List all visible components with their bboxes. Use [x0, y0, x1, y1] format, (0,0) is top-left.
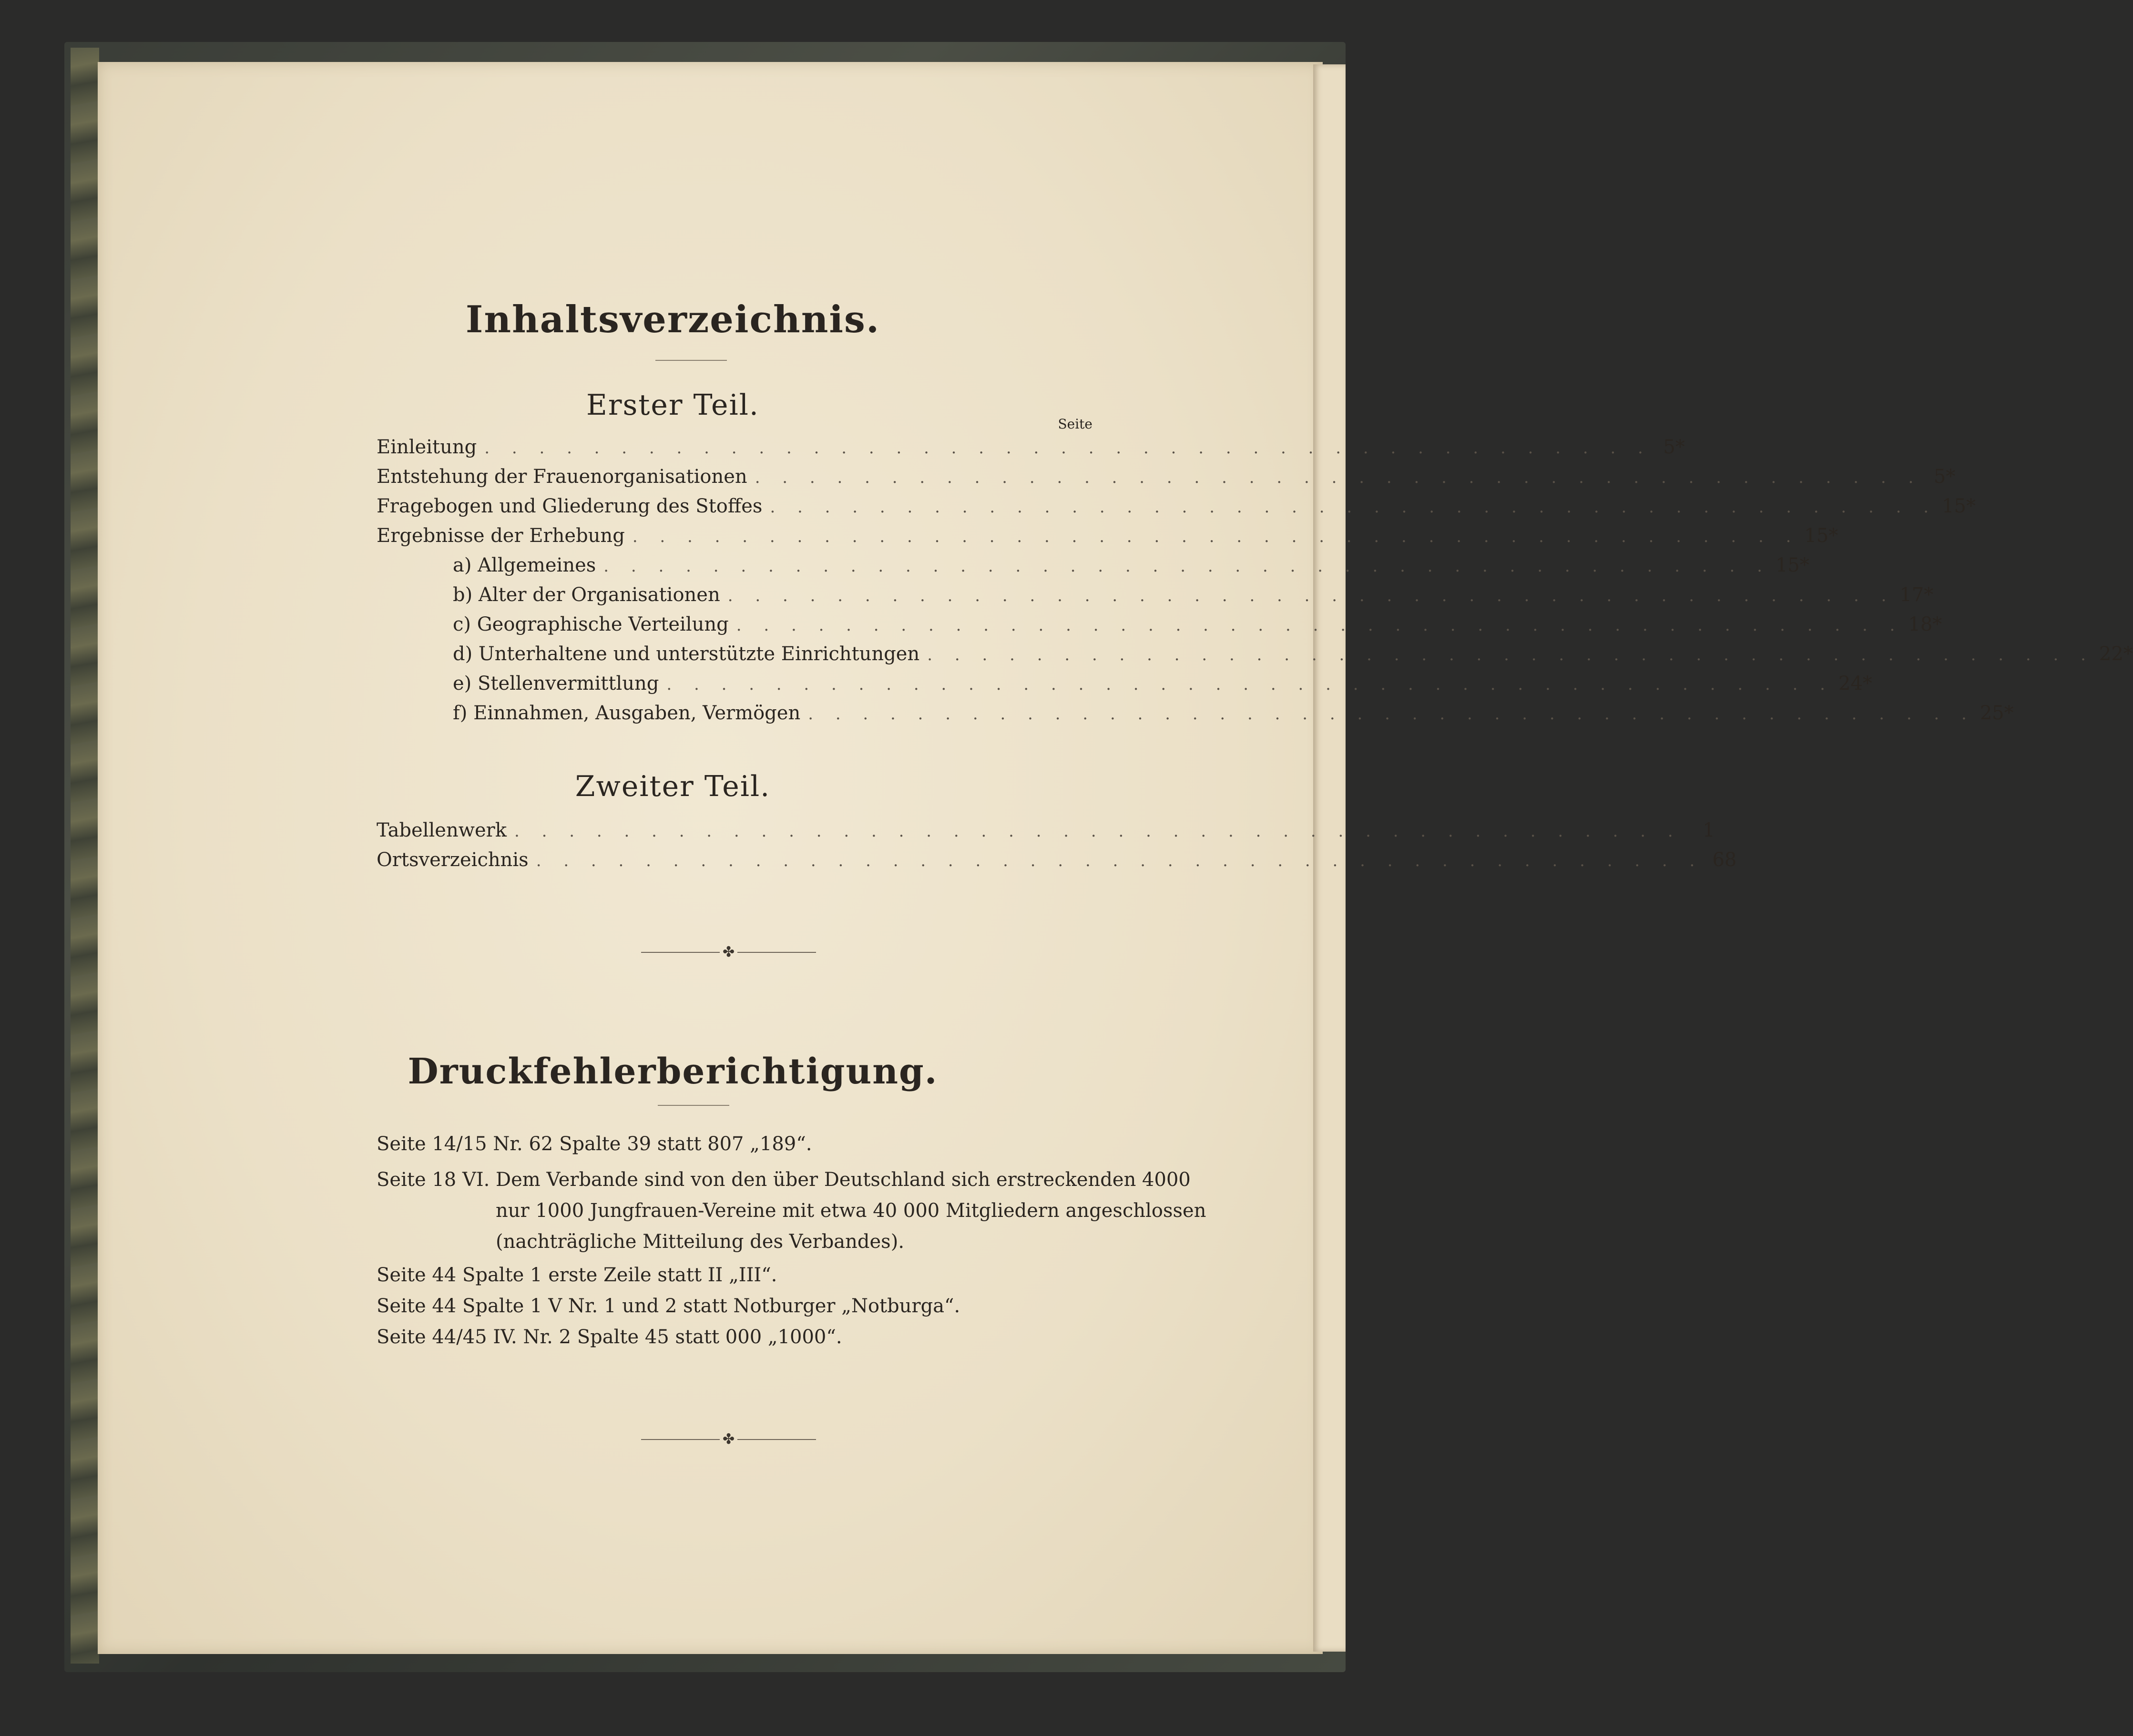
- toc-entry-page: 15*: [1804, 525, 1838, 547]
- ornament-divider: [641, 1431, 818, 1448]
- title-rule: [655, 360, 727, 361]
- toc-entry-label: e) Stellenvermittlung: [453, 673, 659, 694]
- leader-dots: . . . . . . . . . . . . . . . . . . . . . . . . . . . . . . . . . . . . . . . . . . .: [484, 439, 1652, 458]
- toc-entry-page: 5*: [1663, 436, 1685, 458]
- toc-entry: [377, 492, 1976, 521]
- toc-entry: [453, 640, 2133, 668]
- leader-dots: . . . . . . . . . . . . . . . . . . . . . . . . . . . . . . . . . . . . . . . . . . .: [736, 616, 1904, 635]
- toc-entry-label: b) Alter der Organisationen: [453, 584, 720, 606]
- toc-entry: [377, 433, 1685, 461]
- toc-entry: [453, 669, 1872, 698]
- errata-title: Druckfehlerberichtigung.: [408, 1051, 938, 1092]
- ornament-line: [737, 1439, 816, 1440]
- errata-line: Seite 44 Spalte 1 erste Zeile statt II „III“.: [377, 1264, 777, 1286]
- marbled-spine: [71, 48, 99, 1664]
- ornament-flourish-icon: ✤: [723, 944, 735, 960]
- errata-rule: [658, 1105, 729, 1106]
- toc-entry-label: Tabellenwerk: [377, 819, 507, 841]
- toc-entry-page: 15*: [1942, 495, 1976, 517]
- toc-entry: [453, 699, 2014, 727]
- toc-entry-label: f) Einnahmen, Ausgaben, Vermögen: [453, 702, 801, 724]
- toc-entry: [453, 581, 1934, 609]
- toc-entry-page: 24*: [1838, 673, 1872, 694]
- ornament-flourish-icon: ✤: [723, 1431, 735, 1448]
- errata-line: Seite 18 VI. Dem Verbande sind von den über Deutschland sich erstreckenden 4000: [377, 1169, 1191, 1191]
- leader-dots: . . . . . . . . . . . . . . . . . . . . . . . . . . . . . . . . . . . . . . . . . . .: [755, 468, 1922, 487]
- part1-heading: Erster Teil.: [586, 388, 759, 422]
- leader-dots: . . . . . . . . . . . . . . . . . . . . . . . . . . . . . . . . . . . . . . . . . . .: [603, 557, 1771, 576]
- errata-line: Seite 14/15 Nr. 62 Spalte 39 statt 807 „189“.: [377, 1133, 812, 1155]
- leader-dots: . . . . . . . . . . . . . . . . . . . . . . . . . . . . . . . . . . . . . . . . . . .: [666, 675, 1834, 694]
- toc-entry-label: Fragebogen und Gliederung des Stoffes: [377, 495, 763, 517]
- leader-dots: . . . . . . . . . . . . . . . . . . . . . . . . . . . . . . . . . . . . . . . . . . .: [536, 851, 1704, 870]
- leader-dots: . . . . . . . . . . . . . . . . . . . . . . . . . . . . . . . . . . . . . . . . . . .: [632, 527, 1800, 546]
- leader-dots: . . . . . . . . . . . . . . . . . . . . . . . . . . . . . . . . . . . . . . . . . . .: [770, 498, 1938, 517]
- toc-entry-page: 5*: [1933, 466, 1956, 488]
- part2-heading: Zweiter Teil.: [575, 770, 771, 803]
- toc-entry: [453, 610, 1942, 639]
- ornament-line: [641, 952, 720, 953]
- toc-entry-page: 1: [1703, 819, 1715, 841]
- toc-entry: [377, 816, 1715, 845]
- toc-entry-page: 15*: [1775, 554, 1809, 576]
- toc-entry: [377, 521, 1838, 550]
- leader-dots: . . . . . . . . . . . . . . . . . . . . . . . . . . . . . . . . . . . . . . . . . . .: [927, 645, 2094, 664]
- leader-dots: . . . . . . . . . . . . . . . . . . . . . . . . . . . . . . . . . . . . . . . . . . .: [808, 705, 1975, 724]
- leader-dots: . . . . . . . . . . . . . . . . . . . . . . . . . . . . . . . . . . . . . . . . . . .: [514, 822, 1682, 841]
- errata-line: (nachträgliche Mitteilung des Verbandes).: [496, 1231, 905, 1253]
- toc-entry-page: 17*: [1899, 584, 1934, 606]
- toc-entry-label: Entstehung der Frauenorganisationen: [377, 466, 747, 488]
- ornament-line: [641, 1439, 720, 1440]
- toc-entry-label: Einleitung: [377, 436, 477, 458]
- toc-entry-label: Ergebnisse der Erhebung: [377, 525, 625, 547]
- errata-line: Seite 44/45 IV. Nr. 2 Spalte 45 statt 000 „1000“.: [377, 1326, 842, 1348]
- toc-entry: [453, 551, 1809, 580]
- toc-entry-page: 18*: [1908, 613, 1942, 635]
- toc-entry-label: c) Geographische Verteilung: [453, 613, 729, 635]
- ornament-line: [737, 952, 816, 953]
- seite-column-label: Seite: [1058, 416, 1092, 432]
- toc-entry-label: d) Unterhaltene und unterstützte Einrichtungen: [453, 643, 920, 665]
- errata-line: Seite 44 Spalte 1 V Nr. 1 und 2 statt Notburger „Notburga“.: [377, 1295, 960, 1317]
- toc-entry-page: 68: [1712, 849, 1737, 871]
- ornament-divider: [641, 944, 818, 960]
- leader-dots: . . . . . . . . . . . . . . . . . . . . . . . . . . . . . . . . . . . . . . . . . . .: [727, 586, 1895, 605]
- toc-entry-page: 22*: [2099, 643, 2133, 665]
- errata-line: nur 1000 Jungfrauen-Vereine mit etwa 40 000 Mitgliedern angeschlossen: [496, 1200, 1206, 1222]
- toc-entry: [377, 846, 1737, 874]
- toc-entry-page: 25*: [1980, 702, 2014, 724]
- toc-title: Inhaltsverzeichnis.: [465, 298, 880, 341]
- toc-entry-label: Ortsverzeichnis: [377, 849, 529, 871]
- toc-entry: [377, 462, 1956, 491]
- toc-entry-label: a) Allgemeines: [453, 554, 596, 576]
